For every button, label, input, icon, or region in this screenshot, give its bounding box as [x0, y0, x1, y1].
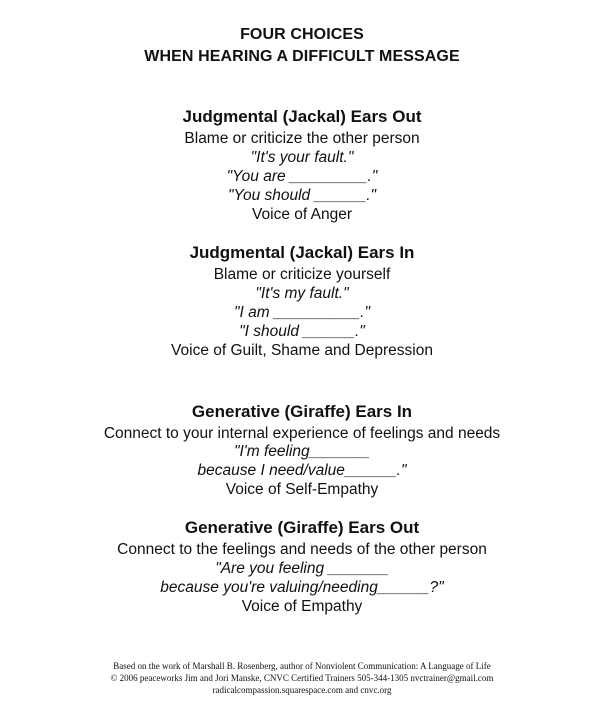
section-description: Blame or criticize yourself: [213, 266, 391, 283]
example-phrase: "I should ______.": [239, 323, 365, 340]
example-phrase: "Are you feeling _______: [215, 560, 389, 577]
example-phrase: "It's your fault.": [250, 149, 354, 166]
section-heading-giraffe-ears-out: Generative (Giraffe) Ears Out: [184, 518, 420, 537]
voice-label: Voice of Self-Empathy: [225, 481, 379, 498]
footer-copyright: © 2006 peaceworks Jim and Jori Manske, CNVC Certified Trainers 505-344-1305 nvctrainer@gmail.com: [110, 673, 494, 683]
footer-attribution: Based on the work of Marshall B. Rosenberg, author of Nonviolent Communication: A Language of Life: [113, 661, 491, 671]
example-phrase: "It's my fault.": [255, 285, 349, 302]
voice-label: Voice of Anger: [252, 206, 352, 223]
section-heading-jackal-ears-out: Judgmental (Jackal) Ears Out: [182, 107, 422, 126]
section-heading-jackal-ears-in: Judgmental (Jackal) Ears In: [189, 243, 415, 262]
example-phrase: because I need/value______.": [197, 462, 407, 479]
voice-label: Voice of Empathy: [241, 598, 363, 615]
example-phrase: "I'm feeling_______: [233, 443, 370, 460]
voice-label: Voice of Guilt, Shame and Depression: [171, 342, 433, 359]
section-description: Connect to the feelings and needs of the other person: [117, 541, 487, 558]
title-line-1: FOUR CHOICES: [240, 26, 364, 43]
example-phrase: "I am __________.": [234, 304, 370, 321]
section-description: Blame or criticize the other person: [184, 130, 420, 147]
example-phrase: "You are _________.": [226, 168, 378, 185]
section-heading-giraffe-ears-in: Generative (Giraffe) Ears In: [191, 402, 413, 421]
example-phrase: because you're valuing/needing______?": [160, 579, 444, 596]
section-description: Connect to your internal experience of feelings and needs: [103, 425, 501, 442]
title-line-2: WHEN HEARING A DIFFICULT MESSAGE: [144, 48, 460, 65]
footer-websites: radicalcompassion.squarespace.com and cnvc.org: [212, 685, 392, 695]
example-phrase: "You should ______.": [227, 187, 377, 204]
